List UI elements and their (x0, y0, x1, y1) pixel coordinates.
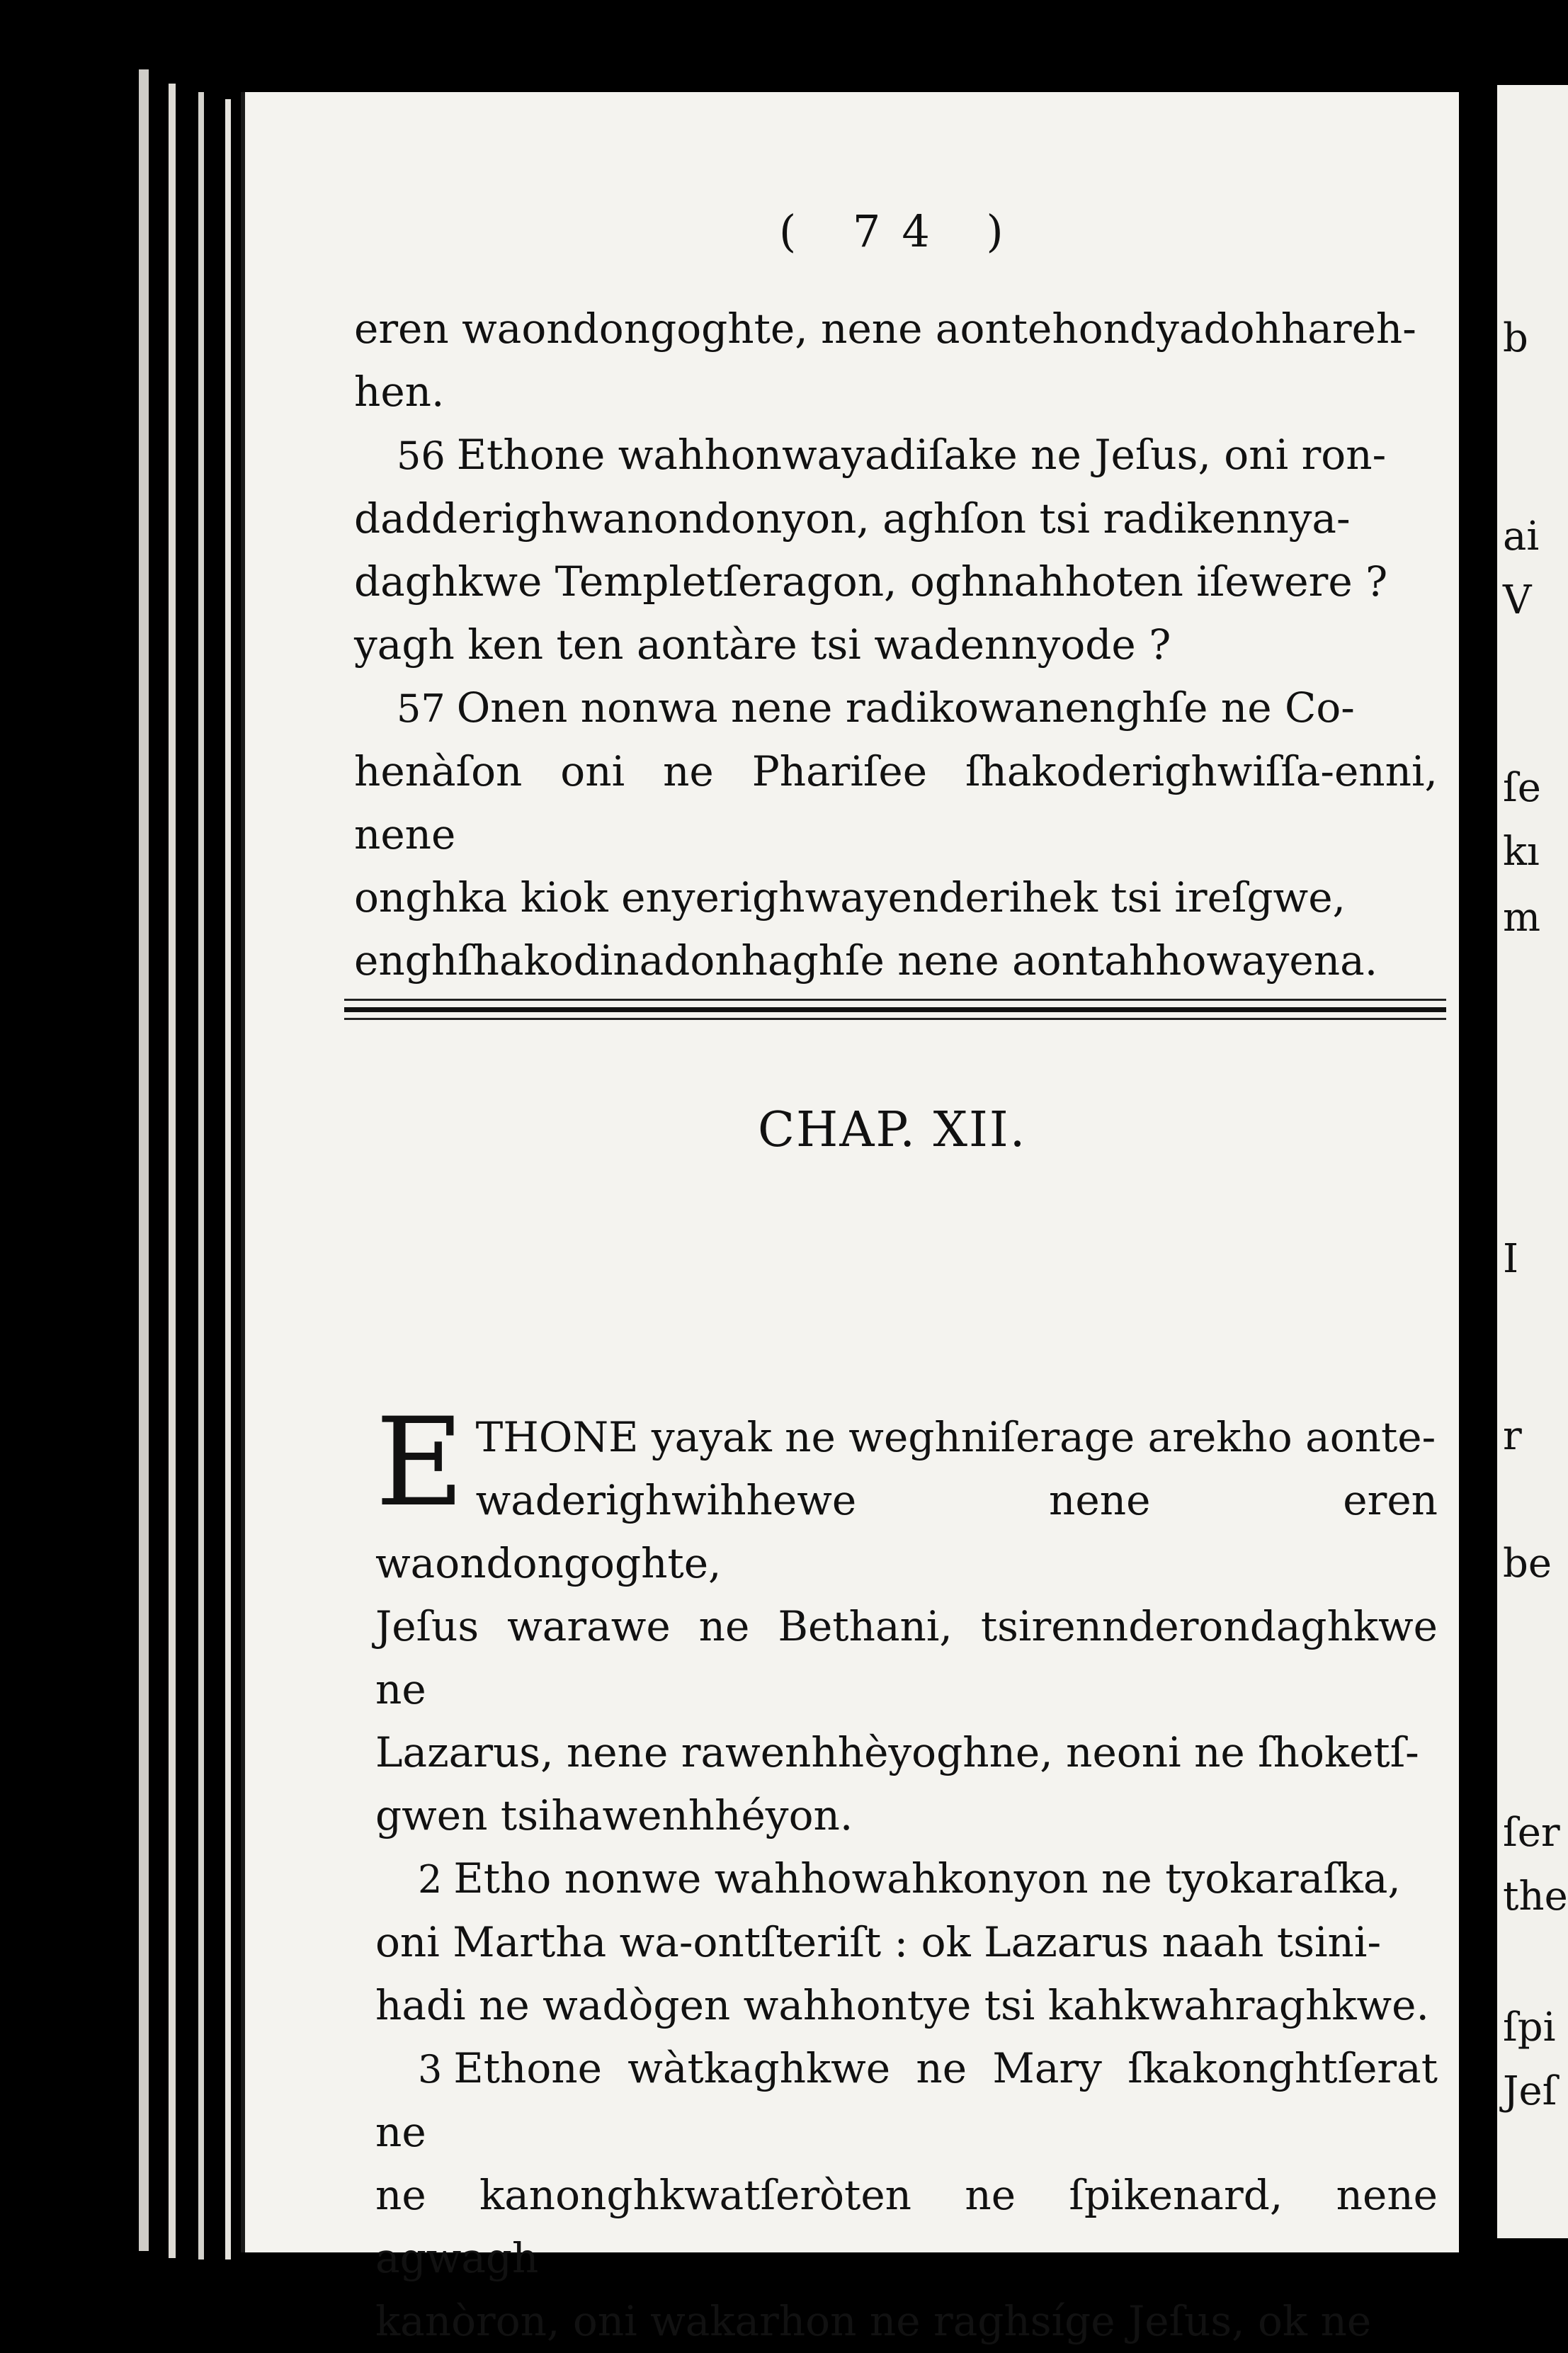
section-rule (344, 1007, 1446, 1012)
right-page-letters: b (1503, 315, 1528, 361)
right-page-letters: I (1503, 1236, 1519, 1282)
text-line: henàſon oni ne Phariſee ſhakoderighwiſſa-enni, nene (354, 747, 1438, 858)
text-line: oni Martha wa-ontſteriſt : ok Lazarus naah tsini- (375, 1918, 1382, 1966)
right-page-letters: r (1503, 1413, 1522, 1459)
text-line: enghſhakodinadonhaghſe nene aontahhowayena. (354, 936, 1378, 985)
section-rule (344, 1018, 1446, 1020)
verse-1 (375, 1391, 1438, 1847)
page-edge (225, 99, 231, 2260)
book-gutter (1459, 71, 1497, 2252)
text-line: eren waondongoghte, nene aontehondyadohhareh- (354, 305, 1416, 353)
page-edge (139, 69, 149, 2251)
text-line: hen. (354, 368, 445, 416)
text-line: daghkwe Templetſeragon, oghnahhoten iſewere ? (354, 557, 1388, 606)
text-line: kanòron, oni wakarhon ne raghsíge Jeſus, ok ne (375, 2297, 1372, 2345)
verse-text: Etho nonwe wahhowahkonyon ne tyokaraſka, (453, 1854, 1401, 1903)
verse-2-first-line (375, 1847, 1438, 1911)
text-line: gwen tsihawenhhéyon. (375, 1791, 853, 1839)
right-page-letters: V (1503, 577, 1532, 623)
verse-number: 56 (397, 433, 445, 478)
verse-text: Ethone wàtkaghkwe ne Mary ſkakonghtſerat ne (375, 2044, 1438, 2156)
text-line: Lazarus, nene rawenhhèyoghne, neoni ne ſhoketſ- (375, 1728, 1419, 1776)
text-line: Jeſus warawe ne Bethani, tsirennderondaghkwe ne (375, 1602, 1438, 1713)
text-line: waderighwihhewe nene eren waondongoghte, (375, 1476, 1438, 1587)
top-text-block (354, 297, 1438, 992)
verse-56-first-line (354, 424, 1438, 487)
drop-cap: E (375, 1391, 465, 1533)
text-line: dadderighwanondonyon, aghſon tsi radikennya- (354, 494, 1351, 543)
verse-number: 57 (397, 686, 445, 731)
verse-57-first-line (354, 676, 1438, 740)
right-page-letters: ſer (1503, 1810, 1560, 1856)
right-page-letters: ai (1503, 514, 1540, 560)
section-rule (344, 999, 1446, 1001)
text-line: THONE yayak ne weghniſerage arekho aonte- (475, 1413, 1436, 1461)
page-number: ( 74 ) (779, 205, 1025, 257)
text-line: hadi ne wadògen wahhontye tsi kahkwahraghkwe. (375, 1981, 1429, 2029)
verse-number: 2 (418, 1857, 443, 1902)
verse-text: Ethone wahhonwayadiſake ne Jeſus, oni ron- (456, 431, 1387, 479)
right-page-letters: ſe (1503, 765, 1541, 811)
page-edge (169, 84, 176, 2258)
chapter-text-block (375, 1391, 1438, 2353)
verse-text: Onen nonwa nene radikowanenghſe ne Co- (456, 684, 1355, 732)
right-page-letters: be (1503, 1541, 1552, 1587)
right-page-letters: ſpi (1503, 2005, 1556, 2051)
right-page-letters: m (1503, 895, 1541, 941)
text-line: onghka kiok enyerighwayenderihek tsi ireſgwe, (354, 873, 1346, 922)
right-page-fragment (1497, 85, 1568, 2238)
right-page-letters: kı (1503, 829, 1540, 875)
verse-3-first-line (375, 2037, 1438, 2164)
text-line: yagh ken ten aontàre tsi wadennyode ? (354, 620, 1171, 669)
text-line: ne kanonghkwatſeròten ne ſpikenard, nene agwagh (375, 2171, 1438, 2282)
right-page-letters: Jeſ (1503, 2068, 1557, 2114)
chapter-heading: CHAP. XII. (758, 1102, 1027, 1158)
right-page-letters: the (1503, 1873, 1568, 1920)
verse-number: 3 (418, 2047, 443, 2092)
page-edge (198, 92, 204, 2260)
